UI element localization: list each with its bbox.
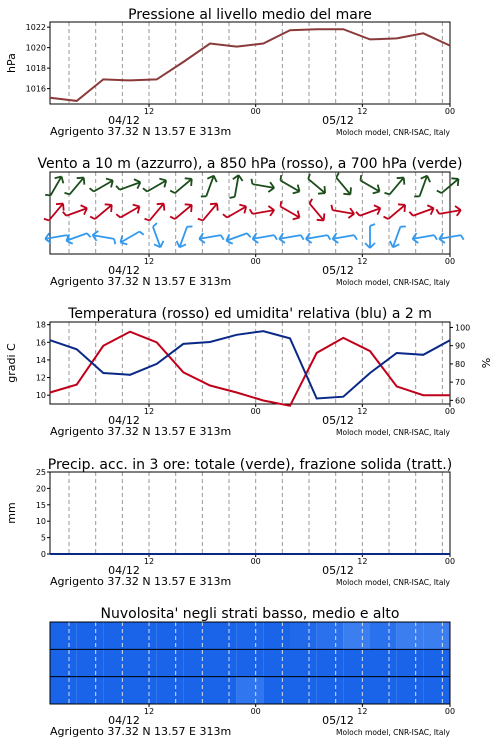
y-tick-label: 1020 xyxy=(25,43,46,53)
wind-barb xyxy=(356,175,382,196)
wind-barb-feather xyxy=(247,233,251,238)
wind-barb-shaft xyxy=(280,207,299,218)
cloud-cell xyxy=(343,677,370,704)
cloud-cell xyxy=(183,649,210,676)
wind-barb-feather xyxy=(170,189,175,194)
wind-barb-feather xyxy=(301,235,304,240)
wind-barb-shaft xyxy=(175,205,192,219)
cloud-cell xyxy=(423,677,450,704)
wind-barb xyxy=(437,175,462,198)
wind-barb xyxy=(384,174,407,199)
wind-barb-shaft xyxy=(420,176,428,197)
location-caption: Agrigento 37.32 N 13.57 E 313m xyxy=(50,725,232,738)
cloud-cell xyxy=(370,649,397,676)
wind-barb-feather xyxy=(201,195,206,199)
y2-tick-label: 80 xyxy=(455,359,466,369)
wind-barb-feather xyxy=(414,195,419,199)
wind-barb xyxy=(175,223,193,249)
wind-barb-feather xyxy=(307,174,312,179)
wind-barb xyxy=(170,175,195,198)
wind-barb-shaft xyxy=(206,176,214,197)
cloud-cell xyxy=(130,677,157,704)
cloud-cell xyxy=(77,622,104,649)
wind-barb-head xyxy=(401,205,408,212)
wind-barb-shaft xyxy=(390,178,404,195)
wind-barb-shaft xyxy=(308,179,325,193)
x-tick-label: 00 xyxy=(444,407,456,416)
cloud-cell xyxy=(157,649,184,676)
wind-barb-feather xyxy=(250,209,253,214)
wind-barb-feather xyxy=(44,217,49,222)
plot-frame xyxy=(50,472,450,554)
wind-barb-feather xyxy=(354,235,357,240)
x-tick-label: 00 xyxy=(250,707,261,716)
cloud-cell xyxy=(317,622,344,649)
wind-barb-feather xyxy=(113,239,116,244)
cloud-cell xyxy=(237,677,264,704)
wind-barb xyxy=(409,204,435,222)
y-tick-label: 0 xyxy=(40,550,46,559)
chart-title: Pressione al livello medio del mare xyxy=(128,7,372,23)
y-tick-label: 14 xyxy=(35,355,46,365)
wind-barb-feather xyxy=(223,213,227,218)
x-tick-label: 12 xyxy=(143,707,155,716)
wind-barb-shaft xyxy=(150,204,164,221)
cloud-cell xyxy=(157,622,184,649)
wind-barb-feather xyxy=(409,211,413,216)
y-tick-label: 18 xyxy=(35,320,46,330)
y2-axis-label: % xyxy=(480,357,493,369)
wind-barb xyxy=(148,223,166,249)
model-caption: Moloch model, CNR-ISAC, Italy xyxy=(336,728,450,737)
x-tick-label: 00 xyxy=(444,257,456,266)
x-tick-label: 00 xyxy=(444,557,456,566)
wind-barb-shaft xyxy=(94,181,113,192)
wind-barb xyxy=(436,205,461,219)
cloud-cell xyxy=(130,649,157,676)
y-axis-label: mm xyxy=(5,502,18,524)
cloud-cell xyxy=(370,677,397,704)
wind-barb-head xyxy=(56,200,63,207)
cloud-cell xyxy=(397,677,424,704)
wind-barb-shaft xyxy=(120,232,139,243)
wind-barb-shaft xyxy=(120,207,139,218)
y-tick-label: 1022 xyxy=(25,23,46,33)
wind-barb-head xyxy=(157,200,164,207)
wind-barb xyxy=(45,174,66,200)
wind-barb-head xyxy=(321,186,328,193)
wind-barb xyxy=(143,176,169,197)
wind-barb-head xyxy=(210,200,217,207)
y2-tick-label: 70 xyxy=(455,378,466,388)
wind-barb-shaft xyxy=(70,178,84,195)
date-label: 05/12 xyxy=(322,264,354,277)
y-tick-label: 10 xyxy=(35,391,46,401)
x-tick-label: 12 xyxy=(357,407,368,416)
wind-barb xyxy=(118,226,144,247)
x-tick-label: 12 xyxy=(357,257,368,266)
wind-barb-shaft xyxy=(49,204,63,221)
cloud-cell xyxy=(237,622,264,649)
wind-barb-head xyxy=(317,217,324,224)
wind-barb xyxy=(116,178,142,196)
wind-barb-feather xyxy=(170,215,175,220)
cloud-cell xyxy=(210,677,237,704)
cloud-cell xyxy=(103,622,130,649)
wind-barb xyxy=(223,202,249,223)
wind-barb-shaft xyxy=(180,227,188,248)
cloud-cell xyxy=(157,677,184,704)
cloud-cell xyxy=(210,649,237,676)
cloud-cell xyxy=(77,649,104,676)
wind-barb-head xyxy=(188,179,195,186)
wind-barb xyxy=(144,200,167,225)
wind-barb-shaft xyxy=(388,205,405,219)
cloud-cell xyxy=(50,677,77,704)
date-label: 04/12 xyxy=(108,714,140,727)
wind-barb-feather xyxy=(152,223,157,227)
wind-barb xyxy=(63,204,89,222)
wind-barb-feather xyxy=(436,209,439,214)
wind-barb-feather xyxy=(187,225,192,229)
wind-barb xyxy=(331,173,354,198)
cloud-cell xyxy=(263,622,290,649)
location-caption: Agrigento 37.32 N 13.57 E 313m xyxy=(50,275,232,288)
wind-barb xyxy=(303,174,328,197)
cloud-cell xyxy=(210,622,237,649)
wind-barb xyxy=(414,174,432,200)
cloud-cell xyxy=(317,677,344,704)
cloud-cell xyxy=(290,622,317,649)
wind-barb-feather xyxy=(331,205,334,210)
wind-barb-feather xyxy=(87,233,91,238)
cloud-cell xyxy=(343,649,370,676)
wind-barb xyxy=(250,205,275,219)
wind-barb-feather xyxy=(116,213,120,218)
model-caption: Moloch model, CNR-ISAC, Italy xyxy=(336,428,450,437)
x-tick-label: 12 xyxy=(143,107,155,116)
x-tick-label: 12 xyxy=(357,707,368,716)
wind-barb-shaft xyxy=(227,207,246,218)
wind-barb-shaft xyxy=(147,181,166,192)
wind-barb-head xyxy=(397,174,404,181)
wind-barb xyxy=(198,200,221,225)
cloud-cell xyxy=(397,649,424,676)
wind-barb-feather xyxy=(370,224,375,226)
y-tick-label: 12 xyxy=(35,373,46,383)
date-label: 04/12 xyxy=(108,564,140,577)
cloud-cell xyxy=(103,649,130,676)
y2-tick-label: 100 xyxy=(455,323,471,333)
y-tick-label: 10 xyxy=(35,517,46,527)
wind-barb-shaft xyxy=(280,181,299,192)
cloud-cell xyxy=(343,622,370,649)
cloud-cell xyxy=(370,622,397,649)
wind-barb xyxy=(64,174,87,199)
date-label: 05/12 xyxy=(322,564,354,577)
wind-barb xyxy=(44,230,69,244)
wind-barb xyxy=(388,223,406,249)
wind-barb-feather xyxy=(229,196,234,199)
cloud-cell xyxy=(290,677,317,704)
cloud-cell xyxy=(423,649,450,676)
wind-barb xyxy=(170,201,195,224)
wind-barb-feather xyxy=(116,185,120,190)
wind-barb-feather xyxy=(221,235,224,240)
x-tick-label: 12 xyxy=(143,557,155,566)
wind-barb xyxy=(229,174,243,199)
x-tick-label: 12 xyxy=(143,407,155,416)
x-tick-label: 00 xyxy=(250,257,261,266)
cloud-cell xyxy=(183,622,210,649)
chart-title: Vento a 10 m (azzurro), a 850 hPa (rosso), a 700 hPa (verde) xyxy=(37,156,463,172)
wind-barb-shaft xyxy=(310,204,324,221)
y-tick-label: 20 xyxy=(35,484,46,494)
y-tick-label: 15 xyxy=(35,500,46,510)
x-tick-label: 12 xyxy=(357,107,368,116)
wind-barb xyxy=(330,205,355,219)
date-label: 04/12 xyxy=(108,414,140,427)
wind-barb-feather xyxy=(274,235,277,240)
date-label: 04/12 xyxy=(108,264,140,277)
y-tick-label: 25 xyxy=(35,468,46,477)
wind-barb xyxy=(356,204,382,222)
wind-barb-shaft xyxy=(360,181,379,192)
date-label: 05/12 xyxy=(322,714,354,727)
wind-barb xyxy=(383,201,408,224)
y-tick-label: 5 xyxy=(40,533,46,543)
location-caption: Agrigento 37.32 N 13.57 E 313m xyxy=(50,425,232,438)
x-tick-label: 12 xyxy=(143,257,155,266)
cloud-cell xyxy=(237,649,264,676)
x-tick-label: 00 xyxy=(250,407,261,416)
wind-barb-feather xyxy=(434,235,437,240)
wind-barb-feather xyxy=(90,215,95,220)
location-caption: Agrigento 37.32 N 13.57 E 313m xyxy=(50,575,232,588)
wind-barb-feather xyxy=(437,189,442,194)
wind-barb-feather xyxy=(251,179,254,184)
wind-barb-feather xyxy=(143,187,147,192)
cloud-cell xyxy=(50,649,77,676)
wind-barb-shaft xyxy=(393,227,401,248)
model-caption: Moloch model, CNR-ISAC, Italy xyxy=(336,578,450,587)
wind-barb-shaft xyxy=(153,227,161,248)
wind-barb xyxy=(276,201,302,222)
wind-barb-head xyxy=(108,205,115,212)
wind-barb-feather xyxy=(327,235,330,240)
wind-barb-shaft xyxy=(203,204,217,221)
cloud-cell xyxy=(103,677,130,704)
date-label: 05/12 xyxy=(322,414,354,427)
series-line xyxy=(50,332,450,406)
series-line xyxy=(50,29,450,101)
cloud-cell xyxy=(263,649,290,676)
cloud-cell xyxy=(397,622,424,649)
chart-title: Nuvolosita' negli strati basso, medio e alto xyxy=(100,606,400,622)
cloud-cell xyxy=(423,622,450,649)
wind-barb-feather xyxy=(461,235,464,240)
wind-barb-feather xyxy=(90,187,94,192)
wind-barb xyxy=(116,202,142,223)
plot-frame xyxy=(50,322,450,404)
wind-barb-shaft xyxy=(95,205,112,219)
chart-title: Precip. acc. in 3 ore: totale (verde), frazione solida (tratt.) xyxy=(47,457,453,473)
model-caption: Moloch model, CNR-ISAC, Italy xyxy=(336,278,450,287)
cloud-cell xyxy=(290,649,317,676)
y-tick-label: 1018 xyxy=(25,64,46,74)
wind-barb-shaft xyxy=(336,178,350,195)
x-tick-label: 00 xyxy=(444,707,456,716)
wind-barb-head xyxy=(188,205,195,212)
wind-barb xyxy=(365,224,375,248)
y-tick-label: 1016 xyxy=(25,84,46,94)
wind-barb xyxy=(225,228,251,246)
y-axis-label: hPa xyxy=(5,53,18,73)
cloud-cell xyxy=(50,622,77,649)
wind-barb-shaft xyxy=(51,176,62,195)
y-tick-label: 16 xyxy=(35,338,46,348)
y2-tick-label: 60 xyxy=(455,396,466,406)
wind-barb xyxy=(304,199,327,224)
cloud-cell xyxy=(130,622,157,649)
wind-barb-feather xyxy=(356,211,360,216)
model-caption: Moloch model, CNR-ISAC, Italy xyxy=(336,128,450,137)
cloud-cell xyxy=(263,677,290,704)
x-tick-label: 12 xyxy=(357,557,368,566)
date-label: 04/12 xyxy=(108,114,140,127)
plot-frame xyxy=(50,22,450,104)
wind-barb xyxy=(90,176,116,197)
wind-barb-feather xyxy=(383,215,388,220)
x-tick-label: 00 xyxy=(444,107,456,116)
cloud-cell xyxy=(77,677,104,704)
chart-title: Temperatura (rosso) ed umidita' relativa (blu) a 2 m xyxy=(68,306,432,322)
y-axis-label: gradi C xyxy=(5,343,18,383)
cloud-cell xyxy=(317,649,344,676)
date-label: 05/12 xyxy=(322,114,354,127)
wind-barb-head xyxy=(343,191,350,198)
x-tick-label: 00 xyxy=(250,557,261,566)
wind-barb-head xyxy=(77,174,84,181)
wind-barb xyxy=(250,179,275,193)
wind-barb-head xyxy=(455,179,462,186)
wind-barb xyxy=(90,201,115,224)
wind-barb-feather xyxy=(63,211,67,216)
location-caption: Agrigento 37.32 N 13.57 E 313m xyxy=(50,125,232,138)
y2-tick-label: 90 xyxy=(455,341,466,351)
x-tick-label: 00 xyxy=(250,107,261,116)
cloud-cell xyxy=(183,677,210,704)
wind-barb-feather xyxy=(400,225,405,229)
wind-barb xyxy=(65,228,91,246)
wind-barb-feather xyxy=(140,231,144,236)
wind-barb xyxy=(201,174,219,200)
wind-barb xyxy=(276,175,302,196)
wind-barb-shaft xyxy=(175,179,192,193)
